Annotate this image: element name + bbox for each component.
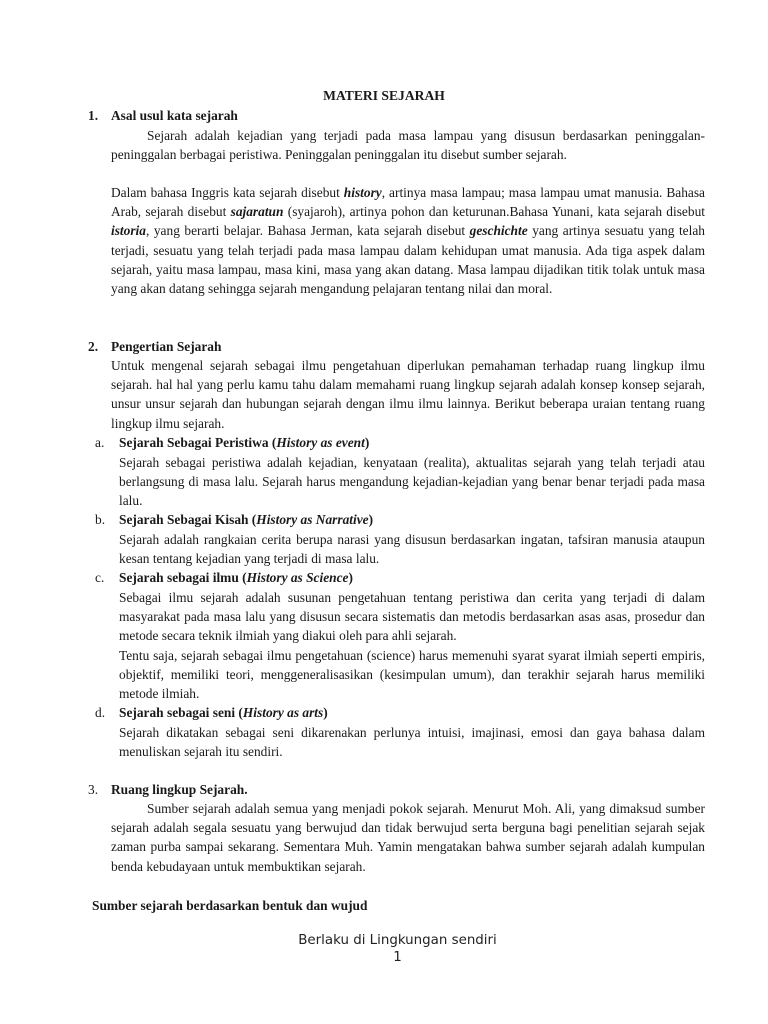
subsection-c-text: Sebagai ilmu sejarah adalah susunan pengetahuan tentang peristiwa dan cerita yang terjadi di dalam masyarakat pada masa lalu yang disusun secara sistematis dan metodis berdasarkan asas asas, prosedur dan metode secara teknik ilmiah yang diakui oleh para ahli sejarah. (119, 590, 705, 644)
subsection-b-text: Sejarah adalah rangkaian cerita berupa narasi yang disusun berdasarkan ingatan, tafsiran manusia ataupun kesan tentang kejadian yang terjadi di masa lalu. (119, 532, 705, 567)
term-istoria: istoria (111, 223, 146, 239)
subsection-a-heading: a. Sejarah Sebagai Peristiwa (History as event) (95, 433, 369, 452)
subsection-d-letter: d. (95, 705, 106, 720)
term-history: history (343, 185, 382, 200)
subsection-b-heading: b. Sejarah Sebagai Kisah (History as Narrative) (95, 510, 373, 529)
document-title: MATERI SEJARAH (323, 88, 445, 103)
subsection-a-text: Sejarah sebagai peristiwa adalah kejadian, kenyataan (realita), aktualitas sejarah yang telah terjadi atau berlangsung di masa lalu. Sejarah harus mengandung kejadian-kejadian yang benar benar terjadi pada masa lalu. (119, 455, 705, 509)
section-2-heading (88, 337, 221, 356)
page-number: 1 (393, 950, 402, 965)
section-1-heading (88, 106, 238, 125)
subsection-d-text: Sejarah dikatakan sebagai seni dikarenakan perlunya intuisi, imajinasi, emosi dan gaya bahasa dalam menuliskan sejarah itu sendiri. (119, 725, 705, 760)
subsection-c-text-2: Tentu saja, sejarah sebagai ilmu pengetahuan (science) harus memenuhi syarat syarat ilmiah seperti empiris, objektif, memiliki teori, menggeneralisasikan (kesimpulan umum), dan terakhir sejarah harus memiliki metode ilmiah. (119, 648, 705, 702)
subsection-d-heading: d. Sejarah sebagai seni (History as arts) (95, 703, 328, 722)
section-2-title: Pengertian Sejarah (111, 339, 222, 354)
final-heading: Sumber sejarah berdasarkan bentuk dan wujud (92, 898, 368, 913)
section-2-number: 2. (88, 339, 99, 354)
section-3-number: 3. (88, 782, 99, 797)
section-1-paragraph-1: Sejarah adalah kejadian yang terjadi pada masa lampau yang disusun berdasarkan peninggalan-peninggalan berbagai peristiwa. Peninggalan peninggalan itu disebut sumber sejarah. (111, 128, 705, 163)
section-2-intro: Untuk mengenal sejarah sebagai ilmu pengetahuan diperlukan pemahaman terhadap ruang lingkup ilmu sejarah. hal hal yang perlu kamu tahu dalam memahami ruang lingkup sejarah adalah konsep konsep sejarah, unsur unsur sejarah dan hubungan sejarah dengan ilmu ilmu lainnya. Berikut beberapa uraian tentang ruang lingkup ilmu sejarah. (111, 358, 705, 431)
term-sajaratun: sajaratun (230, 204, 284, 220)
section-1-title: Asal usul kata sejarah (111, 108, 238, 123)
section-3-title: Ruang lingkup Sejarah. (111, 782, 248, 797)
subsection-a-letter: a. (95, 435, 105, 450)
section-1-paragraph-2: Dalam bahasa Inggris kata sejarah disebut history, artinya masa lampau; masa lampau umat manusia. Bahasa Arab, sejarah disebut sajaratun (syajaroh), artinya pohon dan keturunan.Bahasa Yunani, kata sejarah disebut istoria, yang berarti belajar. Bahasa Jerman, kata sejarah disebut geschichte yang artinya sesuatu yang telah terjadi, sesuatu yang telah terjadi pada masa lampau dalam kehidupan umat manusia. Ada tiga aspek dalam sejarah, yaitu masa lampau, masa kini, masa yang akan datang. Masa lampau dijadikan titik tolak untuk masa yang akan datang sehingga sejarah mengandung pelajaran tentang nilai dan moral. (111, 185, 706, 297)
term-geschichte: geschichte (469, 223, 528, 239)
section-1-number: 1. (88, 108, 99, 123)
section-3-paragraph-1: Sumber sejarah adalah semua yang menjadi pokok sejarah. Menurut Moh. Ali, yang dimaksud sumber sejarah adalah segala sesuatu yang berwujud dan tidak berwujud serta berguna bagi penelitian sejarah sejak zaman purba sampai sekarang. Sementara Muh. Yamin mengatakan bahwa sumber sejarah adalah kumpulan benda kebudayaan untuk membuktikan sejarah. (111, 801, 705, 874)
subsection-b-letter: b. (95, 512, 106, 527)
section-3-heading (88, 780, 248, 799)
page-footer (0, 932, 768, 966)
subsection-c-heading: c. Sejarah sebagai ilmu (History as Science) (95, 568, 353, 587)
footer-text: Berlaku di Lingkungan sendiri (298, 933, 497, 948)
subsection-c-letter: c. (95, 570, 105, 585)
